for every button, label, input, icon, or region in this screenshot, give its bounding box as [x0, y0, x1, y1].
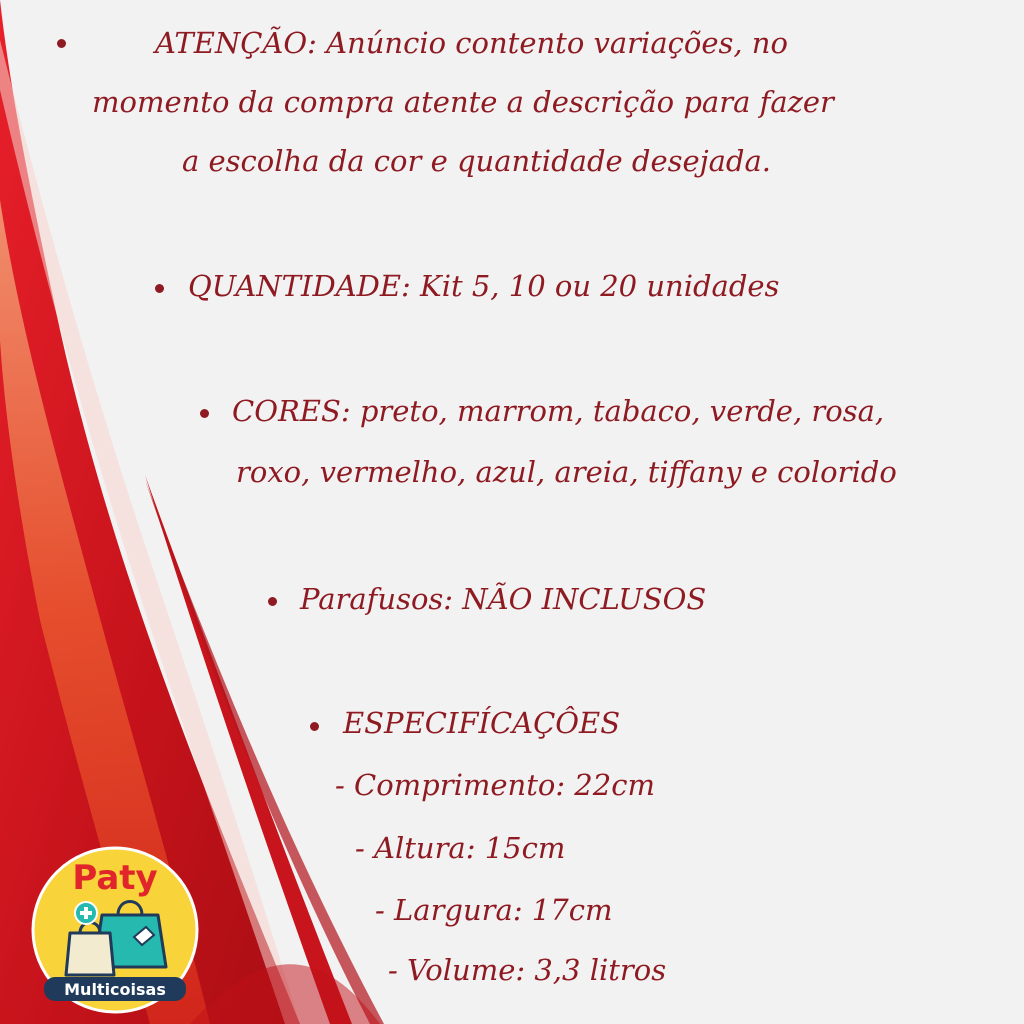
logo-name: Paty: [72, 858, 158, 898]
bullet: [155, 284, 164, 293]
quantity-text: QUANTIDADE: Kit 5, 10 ou 20 unidades: [188, 269, 780, 303]
spec-width: - Largura: 17cm: [375, 893, 613, 927]
spec-length: - Comprimento: 22cm: [335, 768, 655, 802]
specs-heading: ESPECIFÍCAÇÔES: [343, 706, 621, 740]
screws-text: Parafusos: NÃO INCLUSOS: [300, 582, 707, 616]
notice-line-2: momento da compra atente a descrição para fazer: [92, 85, 834, 119]
bullet: [268, 597, 277, 606]
notice-line-3: a escolha da cor e quantidade desejada.: [182, 144, 772, 178]
bullet: [310, 722, 319, 731]
logo-subtitle: Multicoisas: [64, 980, 166, 999]
bullet: [200, 409, 209, 418]
notice-line-1: ATENÇÃO: Anúncio contento variações, no: [155, 26, 788, 60]
spec-height: - Altura: 15cm: [355, 831, 566, 865]
colors-line-2: roxo, vermelho, azul, areia, tiffany e colorido: [236, 455, 897, 489]
bullet: [57, 39, 66, 48]
colors-line-1: CORES: preto, marrom, tabaco, verde, rosa,: [232, 394, 885, 428]
paty-multicoisas-logo: [30, 845, 200, 1015]
spec-volume: - Volume: 3,3 litros: [388, 953, 667, 987]
